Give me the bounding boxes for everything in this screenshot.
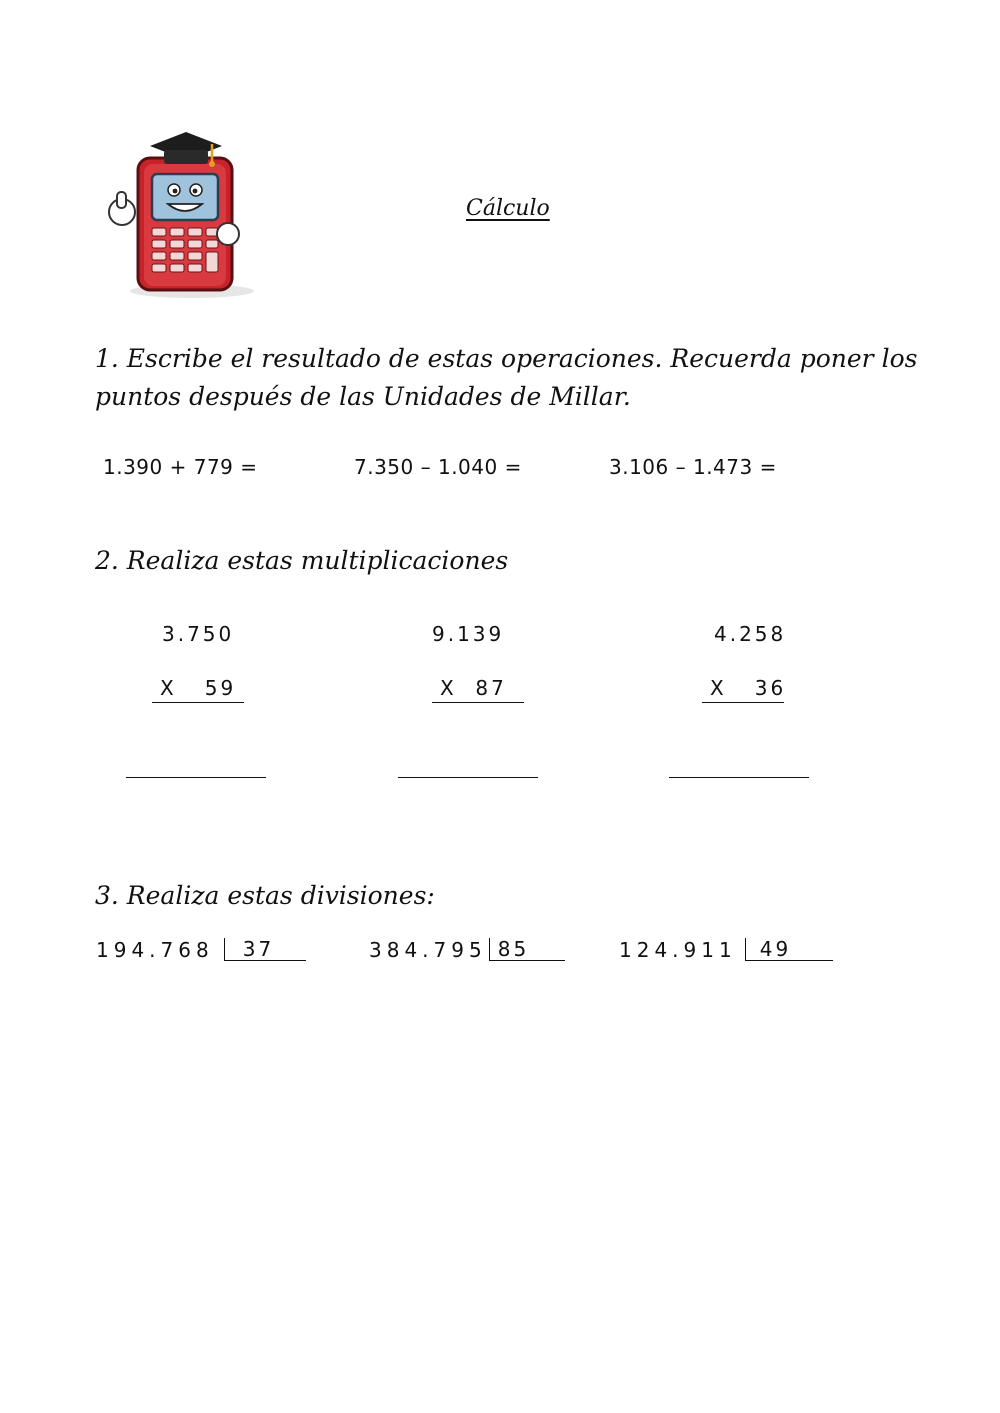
multiplication-2-result-line	[398, 777, 538, 778]
exercise-2-prompt: 2. Realiza estas multiplicaciones	[95, 546, 509, 575]
calculator-graduate-mascot-icon	[100, 128, 270, 300]
division-1-divisor: 37	[224, 938, 306, 961]
multiplication-2-bottom: X 87	[432, 676, 524, 703]
division-2	[369, 938, 565, 962]
division-2-dividend: 384.795	[369, 938, 487, 962]
exercise-1-prompt	[95, 340, 965, 416]
exercise-3-prompt: 3. Realiza estas divisiones:	[95, 881, 435, 910]
operation-1: 1.390 + 779 =	[103, 455, 258, 479]
operation-3: 3.106 – 1.473 =	[609, 455, 777, 479]
exercise-1-prompt-line-2: puntos después de las Unidades de Millar.	[95, 382, 631, 411]
division-3-dividend: 124.911	[619, 938, 737, 962]
division-2-divisor: 85	[489, 938, 565, 961]
multiplication-1-top: 3.750	[162, 622, 235, 646]
page-title: Cálculo	[466, 196, 550, 221]
division-3-divisor: 49	[745, 938, 833, 961]
exercise-1-prompt-line-1: 1. Escribe el resultado de estas operaciones. Recuerda poner los	[95, 344, 918, 373]
division-1	[96, 938, 306, 962]
calculator-mascot	[100, 128, 270, 300]
operation-2: 7.350 – 1.040 =	[354, 455, 522, 479]
multiplication-3-result-line	[669, 777, 809, 778]
multiplication-3-top: 4.258	[714, 622, 787, 646]
division-3	[619, 938, 833, 962]
multiplication-1-result-line	[126, 777, 266, 778]
division-1-dividend: 194.768	[96, 938, 214, 962]
multiplication-2-top: 9.139	[432, 622, 505, 646]
multiplication-3-bottom: X 36	[702, 676, 784, 703]
multiplication-1-bottom: X 59	[152, 676, 244, 703]
